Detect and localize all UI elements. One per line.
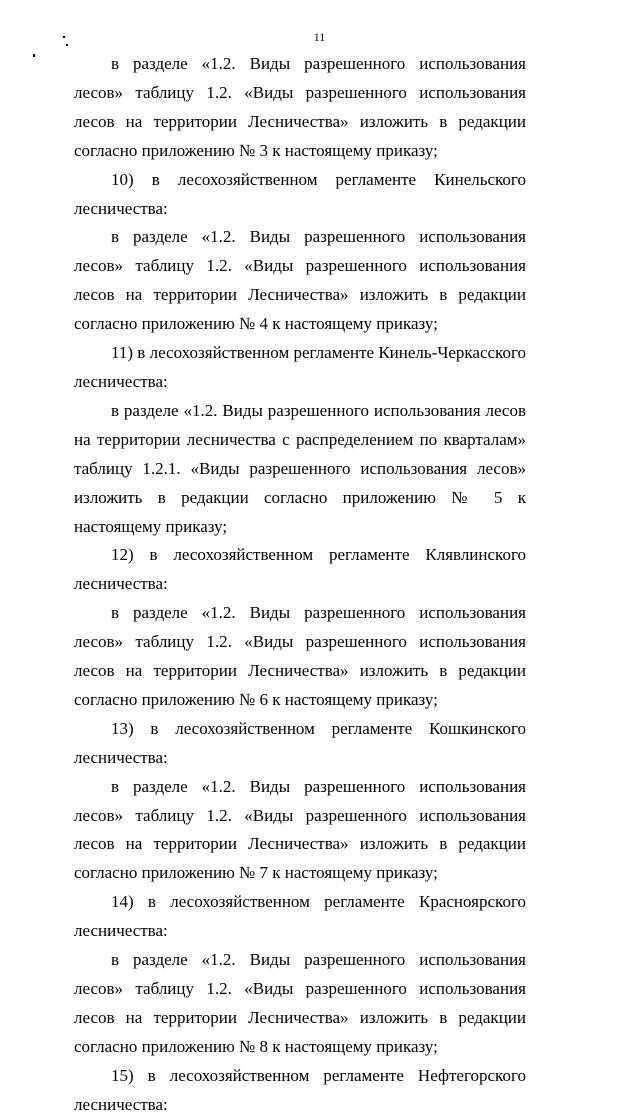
document-body <box>74 50 526 1120</box>
paragraph: в разделе «1.2. Виды разрешенного использования лесов на территории лесничества с распределением по кварталам» таблицу 1.2.1. «Виды разрешенного использования лесов» изложить в редакции согласно приложению № 5 к настоящему приказу; <box>74 400 526 536</box>
paragraph: 12) в лесохозяйственном регламенте Клявлинского лесничества: <box>74 545 526 594</box>
paragraph: 15) в лесохозяйственном регламенте Нефтегорского лесничества: <box>74 1065 526 1114</box>
paragraph: 11) в лесохозяйственном регламенте Кинель-Черкасского лесничества: <box>74 343 526 391</box>
paragraph: в разделе «1.2. Виды разрешенного использования лесов» таблицу 1.2. «Виды разрешенного использования лесов на территории Лесничества» изложить в редакции согласно приложению № 6 к настоящему приказу; <box>74 603 526 709</box>
scan-speck <box>33 54 35 57</box>
page-number: 11 <box>313 30 326 44</box>
scan-speck <box>63 36 65 38</box>
paragraph: в разделе «1.2. Виды разрешенного использования лесов» таблицу 1.2. «Виды разрешенного использования лесов на территории Лесничества» изложить в редакции согласно приложению № 8 к настоящему приказу; <box>74 950 526 1056</box>
paragraph: 13) в лесохозяйственном регламенте Кошкинского лесничества: <box>74 718 526 767</box>
paragraph: в разделе «1.2. Виды разрешенного использования лесов» таблицу 1.2. «Виды разрешенного использования лесов на территории Лесничества» изложить в редакции согласно приложению № 7 к настоящему приказу; <box>74 776 526 883</box>
paragraph: 10) в лесохозяйственном регламенте Кинельского лесничества: <box>74 169 526 218</box>
paragraph: в разделе «1.2. Виды разрешенного использования лесов» таблицу 1.2. «Виды разрешенного использования лесов на территории Лесничества» изложить в редакции согласно приложению № 4 к настоящему приказу; <box>74 227 526 334</box>
scan-speck <box>66 44 68 46</box>
paragraph: в разделе «1.2. Виды разрешенного использования лесов» таблицу 1.2. «Виды разрешенного использования лесов на территории Лесничества» изложить в редакции согласно приложению № 3 к настоящему приказу; <box>74 54 526 160</box>
paragraph: 14) в лесохозяйственном регламенте Красноярского лесничества: <box>74 892 526 941</box>
